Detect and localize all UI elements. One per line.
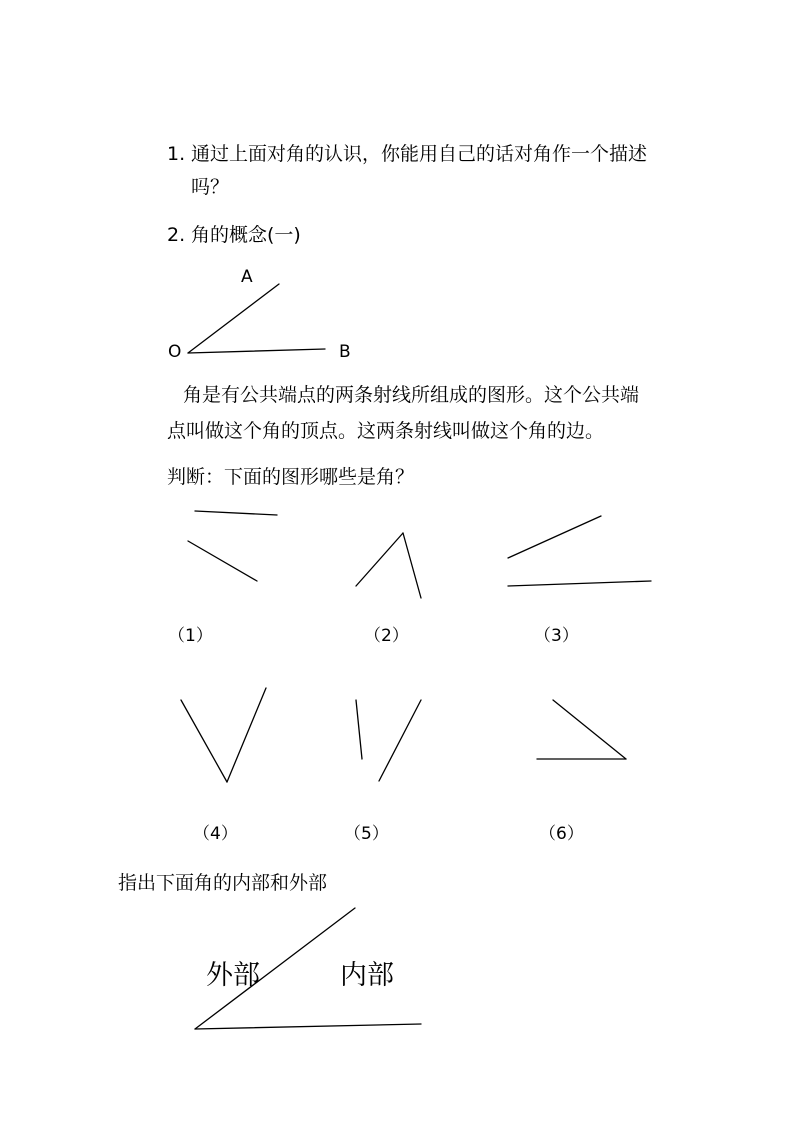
figure-4-side-right — [227, 688, 266, 782]
figure-label-2: （2） — [364, 626, 409, 646]
interior-exterior-angle — [195, 908, 421, 1029]
exterior-label: 外部 — [206, 960, 260, 991]
figure-6-side-upper — [553, 700, 626, 759]
question-2-number: 2. — [167, 224, 186, 246]
figure-2-side-left — [356, 533, 403, 586]
figure-3 — [508, 516, 651, 586]
question-1-line-2: 吗？ — [191, 176, 230, 198]
figure-4-side-left — [181, 700, 227, 782]
ray-oa — [188, 284, 279, 353]
interior-prompt: 指出下面角的内部和外部 — [118, 872, 328, 894]
figure-2-side-right — [403, 533, 421, 598]
definition-line-1: 角是有公共端点的两条射线所组成的图形。这个公共端 — [183, 384, 640, 406]
angle-label-o: O — [168, 342, 182, 362]
figure-5-segment-left — [356, 700, 362, 759]
interior-angle-lower-ray — [195, 1024, 421, 1029]
figure-label-1: （1） — [168, 626, 213, 646]
figure-3-segment-top — [508, 516, 601, 558]
question-1-number: 1. — [167, 143, 186, 165]
figure-1 — [188, 511, 277, 581]
figure-label-6: （6） — [539, 824, 584, 844]
figure-3-segment-bottom — [508, 581, 651, 586]
angle-label-b: B — [339, 342, 351, 362]
question-1-line-1: 通过上面对角的认识，你能用自己的话对角作一个描述 — [191, 143, 648, 165]
judge-prompt: 判断：下面的图形哪些是角？ — [167, 466, 415, 488]
ray-ob — [188, 349, 325, 353]
figure-1-segment-bottom — [188, 541, 257, 581]
definition-line-2: 点叫做这个角的顶点。这两条射线叫做这个角的边。 — [167, 420, 605, 442]
figure-label-5: （5） — [344, 824, 389, 844]
interior-label: 内部 — [340, 960, 394, 991]
figure-5-segment-right — [379, 700, 421, 781]
angle-aob-figure — [188, 284, 325, 353]
question-2-title: 角的概念(一) — [191, 224, 301, 246]
figure-label-3: （3） — [534, 626, 579, 646]
interior-angle-upper-ray — [195, 908, 355, 1029]
figure-5 — [356, 700, 421, 781]
figure-2 — [356, 533, 421, 598]
angle-label-a: A — [241, 267, 253, 287]
figure-4 — [181, 688, 266, 782]
figure-1-segment-top — [195, 511, 277, 515]
figure-6 — [537, 700, 626, 759]
figure-label-4: （4） — [193, 824, 238, 844]
